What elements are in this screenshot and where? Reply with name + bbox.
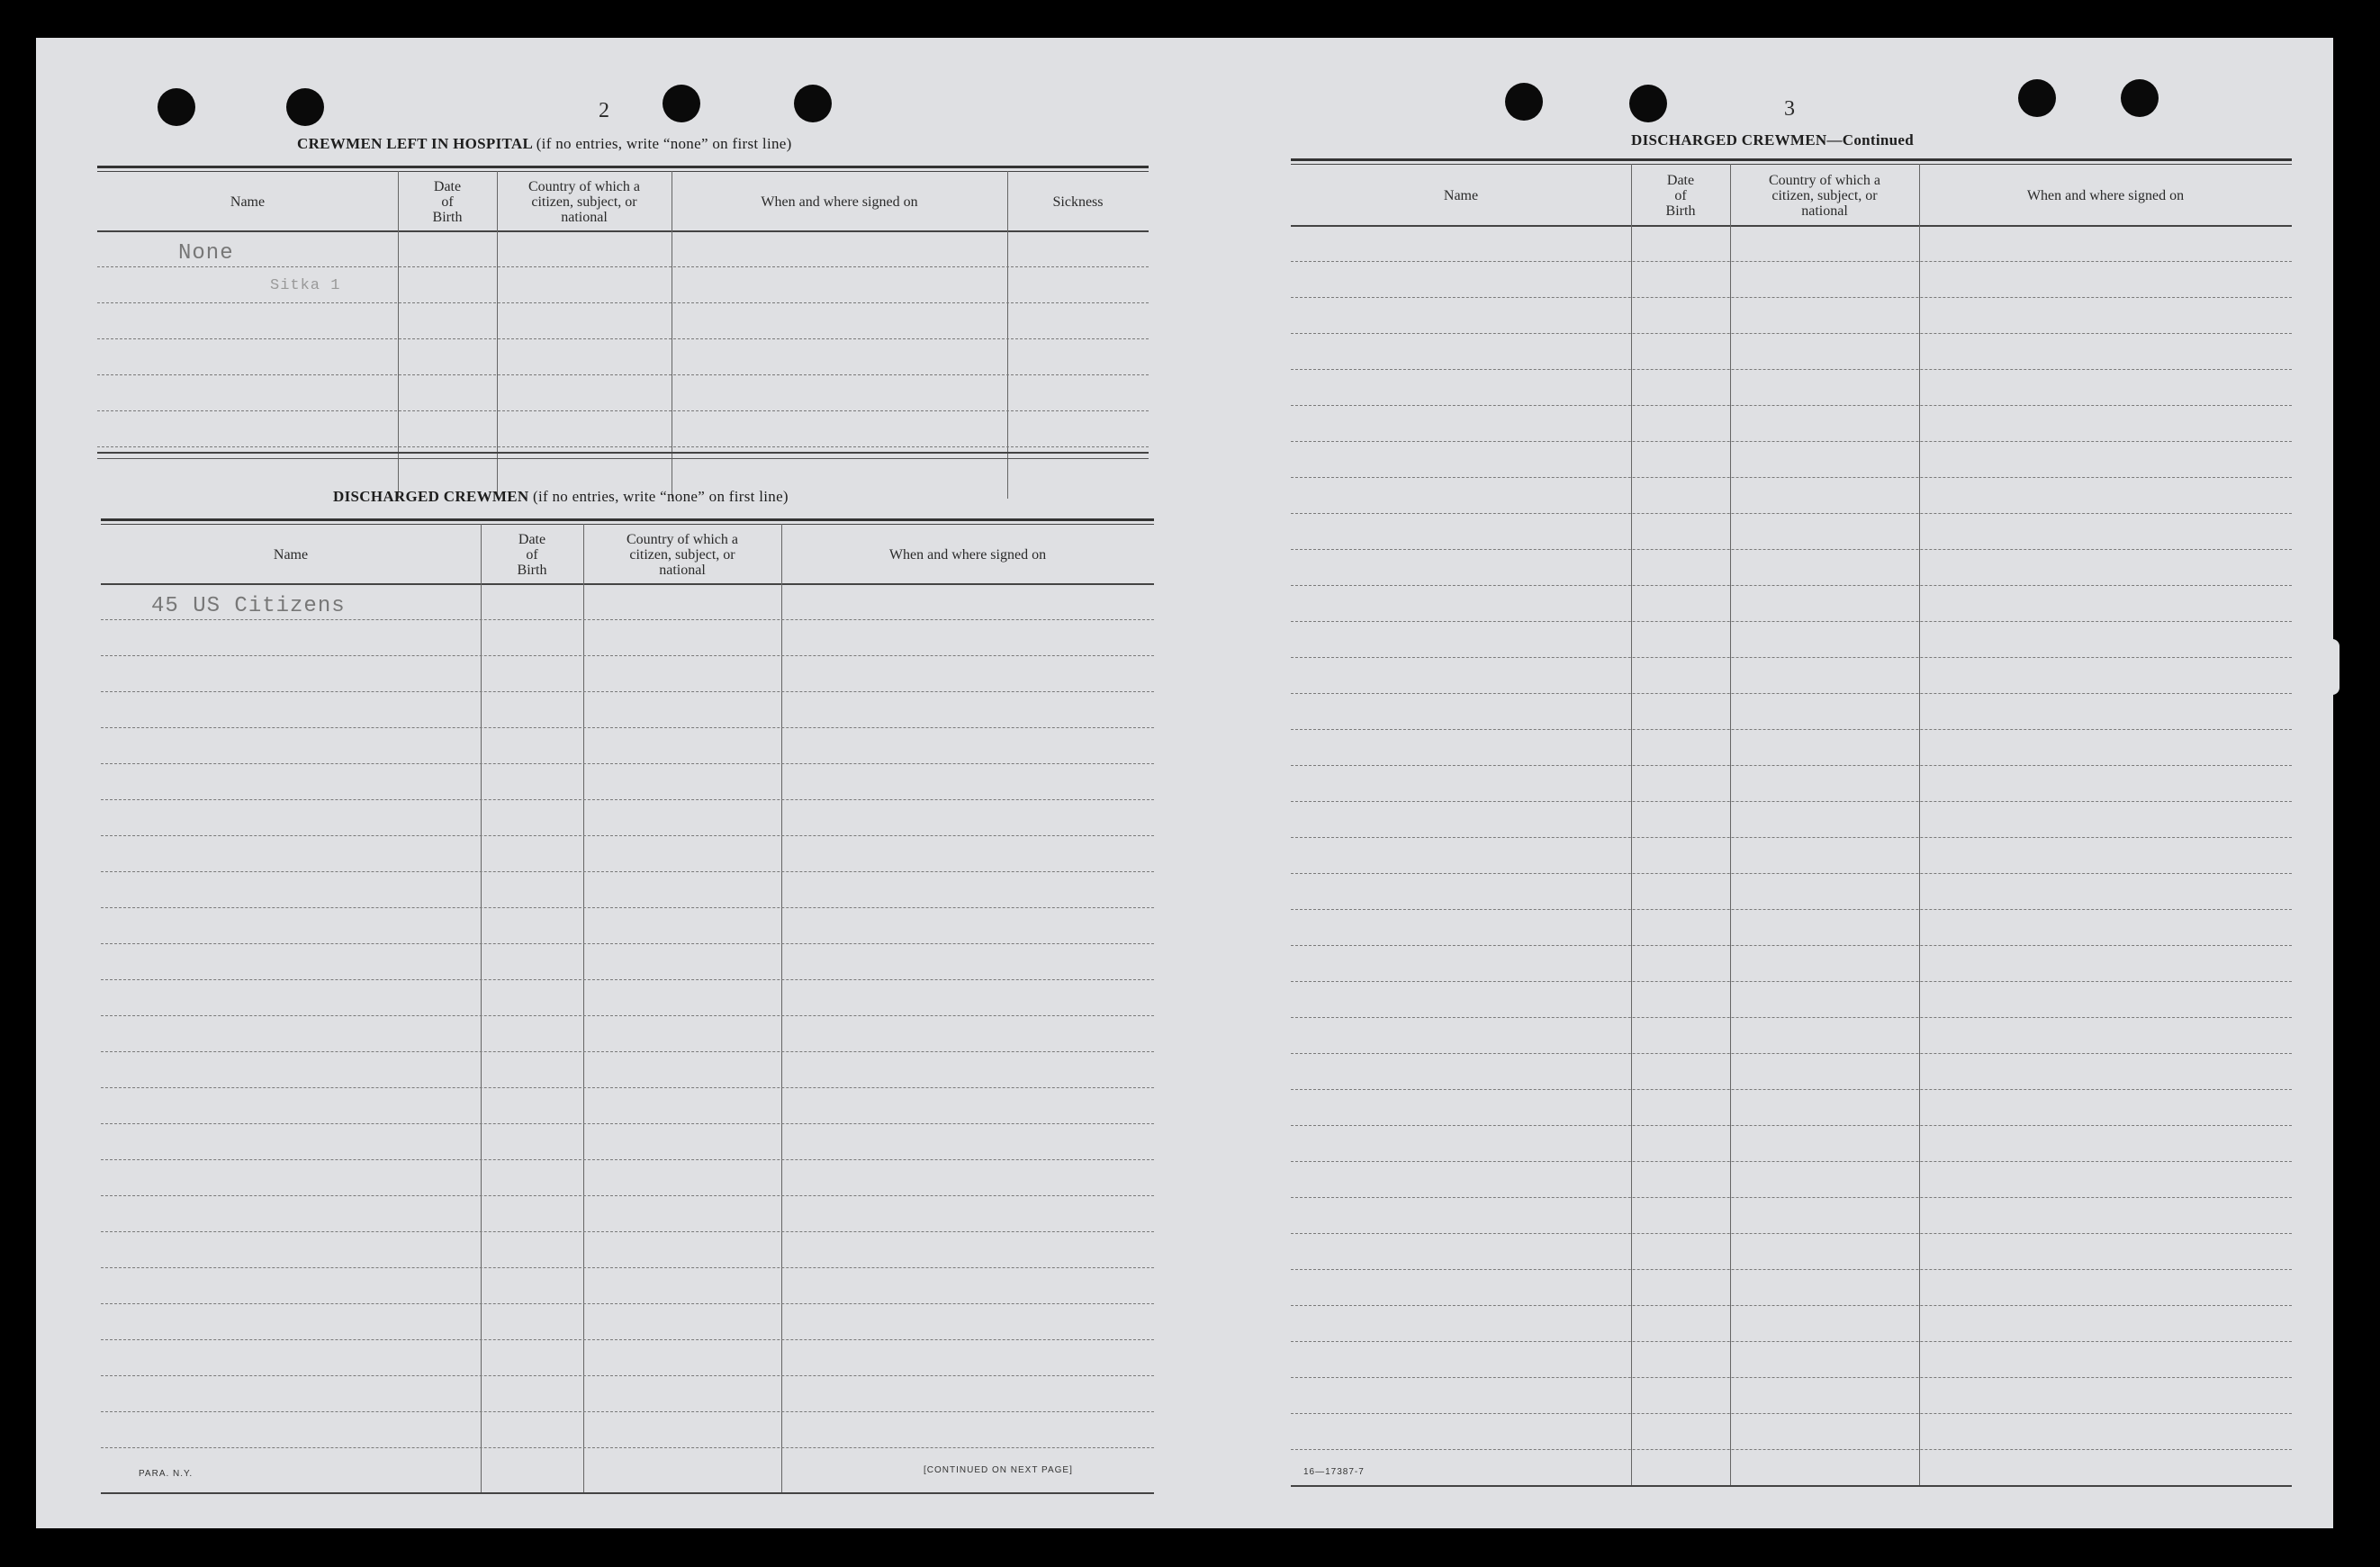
hospital-col-signed-on: When and where signed on [761, 194, 918, 210]
page-number: 3 [1784, 97, 1795, 121]
left-page [36, 38, 1179, 1528]
punch-hole [158, 88, 195, 126]
punch-hole [1505, 83, 1543, 121]
hospital-col-name: Name [230, 194, 266, 210]
document-sheet [36, 38, 2333, 1528]
hospital-table [97, 166, 1149, 499]
punch-hole [2121, 79, 2159, 117]
discharged-continued-title: DISCHARGED CREWMEN—Continued [1631, 131, 1914, 149]
hospital-title-note: (if no entries, write “none” on first line) [536, 135, 792, 152]
discharged-title-text: DISCHARGED CREWMEN [333, 488, 529, 505]
form-number: 16—17387-7 [1303, 1467, 1365, 1477]
hospital-title-text: CREWMEN LEFT IN HOSPITAL [297, 135, 533, 152]
hospital-col-sickness: Sickness [1052, 194, 1104, 210]
punch-hole [2018, 79, 2056, 117]
punch-hole [1629, 85, 1667, 122]
continued-col-dob: Date of Birth [1665, 172, 1696, 219]
continued-col-signed-on: When and where signed on [2026, 187, 2185, 203]
discharged-title-note: (if no entries, write “none” on first line) [533, 488, 789, 505]
right-page [1179, 38, 2333, 1528]
hospital-section-title [297, 135, 792, 153]
continued-col-country: Country of which a citizen, subject, or national [1769, 172, 1880, 219]
punch-hole [286, 88, 324, 126]
discharged-col-name: Name [273, 546, 309, 563]
hospital-col-dob: Date of Birth [432, 178, 463, 225]
printer-mark: PARA. N.Y. [139, 1469, 194, 1479]
discharged-col-country: Country of which a citizen, subject, or national [627, 531, 738, 578]
discharged-section-title [333, 488, 789, 506]
continued-col-name: Name [1443, 187, 1479, 203]
punch-hole [663, 85, 700, 122]
discharged-continued-table [1291, 158, 2292, 1487]
hospital-col-country: Country of which a citizen, subject, or national [528, 178, 640, 225]
discharged-col-dob: Date of Birth [517, 531, 547, 578]
discharged-col-signed-on: When and where signed on [888, 546, 1047, 563]
discharged-table [101, 518, 1154, 1494]
page-edge-tab [2327, 639, 2339, 695]
discharged-entry: 45 US Citizens [151, 594, 346, 618]
hospital-entry-faint: Sitka 1 [270, 277, 341, 294]
punch-hole [794, 85, 832, 122]
continued-note: [CONTINUED ON NEXT PAGE] [924, 1465, 1073, 1475]
hospital-entry: None [178, 241, 234, 266]
page-number: 2 [599, 99, 609, 122]
